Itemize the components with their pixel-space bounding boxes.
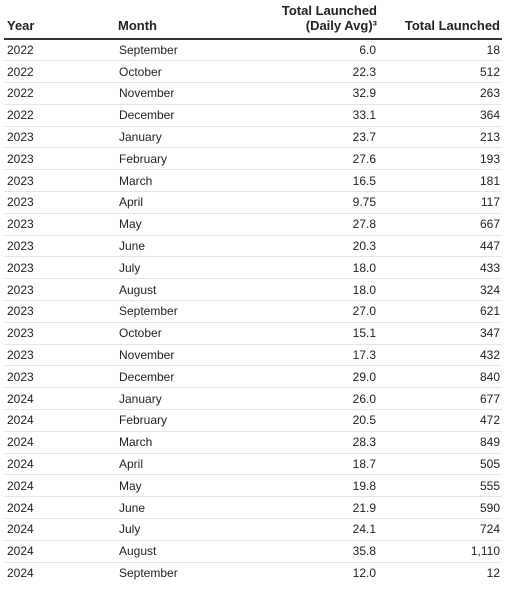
table-row — [4, 519, 502, 541]
cell-total-launched: 117 — [377, 192, 502, 214]
cell-year: 2022 — [4, 104, 118, 126]
cell-year: 2022 — [4, 83, 118, 105]
cell-year: 2024 — [4, 410, 118, 432]
cell-total-launched: 364 — [377, 104, 502, 126]
cell-total-launched: 447 — [377, 235, 502, 257]
cell-daily-avg: 16.5 — [268, 170, 377, 192]
cell-daily-avg: 20.3 — [268, 235, 377, 257]
cell-month: February — [118, 410, 268, 432]
table-row — [4, 388, 502, 410]
table-row — [4, 148, 502, 170]
cell-daily-avg: 18.7 — [268, 453, 377, 475]
cell-total-launched: 433 — [377, 257, 502, 279]
cell-total-launched: 181 — [377, 170, 502, 192]
table-row — [4, 562, 502, 584]
cell-total-launched: 621 — [377, 301, 502, 323]
cell-total-launched: 840 — [377, 366, 502, 388]
table-row — [4, 39, 502, 61]
cell-year: 2024 — [4, 453, 118, 475]
cell-month: September — [118, 39, 268, 61]
cell-month: October — [118, 322, 268, 344]
cell-month: July — [118, 257, 268, 279]
cell-daily-avg: 27.6 — [268, 148, 377, 170]
cell-total-launched: 1,110 — [377, 540, 502, 562]
cell-month: March — [118, 431, 268, 453]
table-body — [4, 39, 502, 584]
cell-daily-avg: 18.0 — [268, 257, 377, 279]
cell-year: 2023 — [4, 257, 118, 279]
cell-month: May — [118, 213, 268, 235]
table-row — [4, 540, 502, 562]
cell-year: 2023 — [4, 213, 118, 235]
table-row — [4, 301, 502, 323]
cell-total-launched: 18 — [377, 39, 502, 61]
cell-year: 2023 — [4, 148, 118, 170]
table-row — [4, 475, 502, 497]
cell-year: 2023 — [4, 126, 118, 148]
cell-daily-avg: 12.0 — [352, 566, 376, 581]
cell-year: 2024 — [4, 497, 118, 519]
cell-month: January — [118, 126, 268, 148]
cell-total-launched: 263 — [377, 83, 502, 105]
cell-total-launched: 724 — [377, 519, 502, 541]
table-row — [4, 431, 502, 453]
cell-daily-avg: 20.5 — [268, 410, 377, 432]
cell-month: August — [118, 279, 268, 301]
cell-total-launched: 512 — [377, 61, 502, 83]
cell-year: 2023 — [4, 366, 118, 388]
cell-daily-avg: 9.75 — [268, 192, 377, 214]
cell-total-launched: 849 — [377, 431, 502, 453]
cell-year: 2024 — [4, 388, 118, 410]
table-row — [4, 213, 502, 235]
cell-year: 2024 — [4, 519, 118, 541]
header-daily-avg — [268, 0, 377, 39]
cell-daily-avg: 6.0 — [268, 39, 377, 61]
header-daily-avg-line2: (Daily Avg)³ — [305, 18, 377, 33]
cell-daily-avg: 15.1 — [268, 322, 377, 344]
table-row — [4, 322, 502, 344]
cell-month: June — [118, 235, 268, 257]
cell-total-launched: 472 — [377, 410, 502, 432]
table-row — [4, 453, 502, 475]
cell-month: January — [118, 388, 268, 410]
table-row — [4, 497, 502, 519]
table-row — [4, 235, 502, 257]
cell-month: June — [118, 497, 268, 519]
table-row — [4, 257, 502, 279]
cell-year: 2024 — [4, 540, 118, 562]
cell-daily-avg: 29.0 — [268, 366, 377, 388]
table-row — [4, 83, 502, 105]
cell-year: 2023 — [4, 322, 118, 344]
header-month: Month — [118, 0, 268, 39]
cell-total-launched: 347 — [377, 322, 502, 344]
cell-month: December — [118, 366, 268, 388]
cell-year: 2024 — [7, 566, 34, 581]
cell-year: 2024 — [4, 431, 118, 453]
cell-daily-avg: 18.0 — [268, 279, 377, 301]
cell-total-launched: 193 — [377, 148, 502, 170]
cell-total-launched: 667 — [377, 213, 502, 235]
cell-month: February — [118, 148, 268, 170]
cell-daily-avg: 27.8 — [268, 213, 377, 235]
cell-month: April — [118, 453, 268, 475]
cell-month: March — [118, 170, 268, 192]
cell-total-launched: 324 — [377, 279, 502, 301]
cell-total-launched: 12 — [486, 566, 500, 581]
header-year: Year — [4, 0, 118, 39]
table-row — [4, 279, 502, 301]
cell-daily-avg: 24.1 — [268, 519, 377, 541]
cell-daily-avg: 17.3 — [268, 344, 377, 366]
cell-year: 2024 — [4, 475, 118, 497]
cell-month: August — [118, 540, 268, 562]
cell-month: December — [118, 104, 268, 126]
cell-daily-avg: 27.0 — [268, 301, 377, 323]
cell-year: 2023 — [4, 170, 118, 192]
table-header — [4, 0, 502, 39]
cell-daily-avg: 21.9 — [268, 497, 377, 519]
cell-month: October — [118, 61, 268, 83]
header-daily-avg-line1: Total Launched — [281, 3, 377, 18]
cell-year: 2023 — [4, 344, 118, 366]
cell-daily-avg: 26.0 — [268, 388, 377, 410]
cell-total-launched: 677 — [377, 388, 502, 410]
table-row — [4, 170, 502, 192]
table-row — [4, 344, 502, 366]
cell-month: September — [118, 301, 268, 323]
cell-total-launched: 590 — [377, 497, 502, 519]
cell-daily-avg: 32.9 — [268, 83, 377, 105]
cell-year: 2023 — [4, 301, 118, 323]
table-row — [4, 126, 502, 148]
table-row — [4, 104, 502, 126]
cell-daily-avg: 22.3 — [268, 61, 377, 83]
header-total-launched: Total Launched — [377, 0, 502, 39]
cell-month: July — [118, 519, 268, 541]
table-row — [4, 410, 502, 432]
cell-total-launched: 555 — [377, 475, 502, 497]
cell-month: April — [118, 192, 268, 214]
cell-year: 2023 — [4, 235, 118, 257]
table-row — [4, 61, 502, 83]
cell-month: November — [118, 344, 268, 366]
cell-daily-avg: 33.1 — [268, 104, 377, 126]
cell-total-launched: 213 — [377, 126, 502, 148]
header-row — [4, 0, 502, 39]
cell-year: 2023 — [4, 279, 118, 301]
cell-month: September — [119, 566, 178, 581]
launch-table — [4, 0, 502, 584]
cell-year: 2023 — [4, 192, 118, 214]
cell-daily-avg: 35.8 — [268, 540, 377, 562]
cell-daily-avg: 23.7 — [268, 126, 377, 148]
cell-month: May — [118, 475, 268, 497]
cell-month: November — [118, 83, 268, 105]
cell-year: 2022 — [4, 39, 118, 61]
cell-daily-avg: 28.3 — [268, 431, 377, 453]
cell-daily-avg: 19.8 — [268, 475, 377, 497]
table-row — [4, 366, 502, 388]
cell-total-launched: 505 — [377, 453, 502, 475]
cell-total-launched: 432 — [377, 344, 502, 366]
cell-year: 2022 — [4, 61, 118, 83]
table-row — [4, 192, 502, 214]
